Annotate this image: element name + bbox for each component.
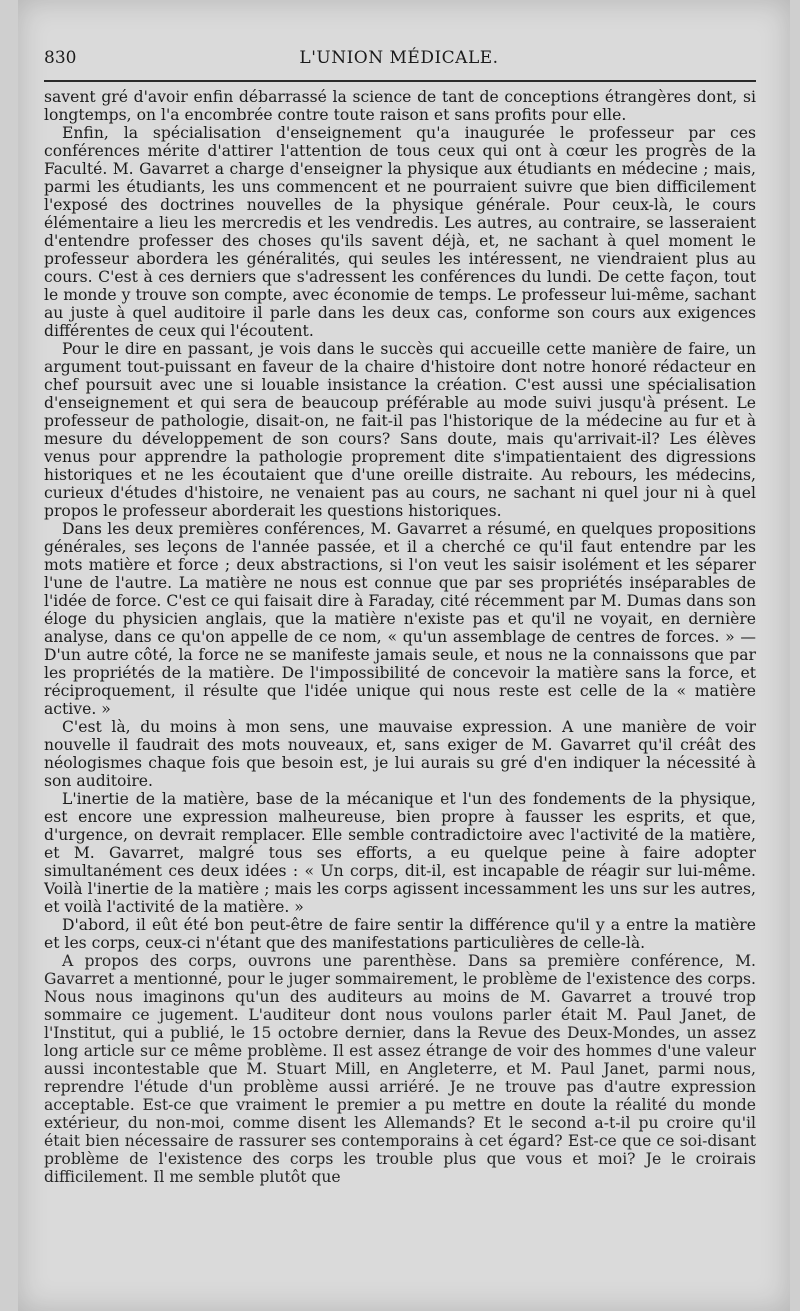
paragraph: Enfin, la spécialisation d'enseignement qu'a inaugurée le professeur par ces conférences mérite d'attirer l'attention de tous ceux qui ont à cœur les progrès de la Faculté. M. Gavarret a charge d'enseigner la physique aux étudiants en médecine ; mais, parmi les étudiants, les uns commencent et ne pourraient suivre que bien difficilement l'exposé des doctrines nouvelles de la physique générale. Pour ceux-là, le cours élémentaire a lieu les mercredis et les vendredis. Les autres, au contraire, se lasseraient d'entendre professer des choses qu'ils savent déjà, et, ne sachant à quel moment le professeur abordera les généralités, qui seules les intéressent, ne viendraient plus au cours. C'est à ces derniers que s'adressent les conférences du lundi. De cette façon, tout le monde y trouve son compte, avec économie de temps. Le professeur lui-même, sachant au juste à quel auditoire il parle dans les deux cas, conforme son cours aux exigences différentes de ceux qui l'écoutent. [44, 124, 756, 340]
paragraph: A propos des corps, ouvrons une parenthèse. Dans sa première conférence, M. Gavarret a mentionné, pour le juger sommairement, le problème de l'existence des corps. Nous nous imaginons qu'un des auditeurs au moins de M. Gavarret a trouvé trop sommaire ce jugement. L'auditeur dont nous voulons parler était M. Paul Janet, de l'Institut, qui a publié, le 15 octobre dernier, dans la Revue des Deux-Mondes, un assez long article sur ce même problème. Il est assez étrange de voir des hommes d'une valeur aussi incontestable que M. Stuart Mill, en Angleterre, et M. Paul Janet, parmi nous, reprendre l'étude d'un problème aussi arriéré. Je ne trouve pas d'autre expression acceptable. Est-ce que vraiment le premier a pu mettre en doute la réalité du monde extérieur, du non-moi, comme disent les Allemands? Et le second a-t-il pu croire qu'il était bien nécessaire de rassurer ses contemporains à cet égard? Est-ce que ce soi-disant problème de l'existence des corps les trouble plus que vous et moi? Je le croirais difficilement. Il me semble plutôt que [44, 952, 756, 1186]
header-rule [44, 80, 756, 82]
paragraph: savent gré d'avoir enfin débarrassé la science de tant de conceptions étrangères dont, si longtemps, on l'a encombrée contre toute raison et sans profits pour elle. [44, 88, 756, 124]
running-title: L'UNION MÉDICALE. [299, 48, 499, 68]
paragraph: D'abord, il eût été bon peut-être de faire sentir la différence qu'il y a entre la matière et les corps, ceux-ci n'étant que des manifestations particulières de celle-là. [44, 916, 756, 952]
page-header [44, 48, 754, 74]
paragraph: Dans les deux premières conférences, M. Gavarret a résumé, en quelques propositions générales, ses leçons de l'année passée, et il a cherché ce qu'il faut entendre par les mots matière et force ; deux abstractions, si l'on veut les saisir isolément et les séparer l'une de l'autre. La matière ne nous est connue que par ses propriétés inséparables de l'idée de force. C'est ce qui faisait dire à Faraday, cité récemment par M. Dumas dans son éloge du physicien anglais, que la matière n'existe pas et qu'il ne voyait, en dernière analyse, dans ce qu'on appelle de ce nom, « qu'un assemblage de centres de forces. » — D'un autre côté, la force ne se manifeste jamais seule, et nous ne la connaissons que par les propriétés de la matière. De l'impossibilité de concevoir la matière sans la force, et réciproquement, il résulte que l'idée unique qui nous reste est celle de la « matière active. » [44, 520, 756, 718]
page-number: 830 [44, 48, 77, 68]
body-text [44, 88, 756, 1186]
paragraph: L'inertie de la matière, base de la mécanique et l'un des fondements de la physique, est encore une expression malheureuse, bien propre à fausser les esprits, et que, d'urgence, on devrait remplacer. Elle semble contradictoire avec l'activité de la matière, et M. Gavarret, malgré tous ses efforts, a eu quelque peine à faire adopter simultanément ces deux idées : « Un corps, dit-il, est incapable de réagir sur lui-même. Voilà l'inertie de la matière ; mais les corps agissent incessamment les uns sur les autres, et voilà l'activité de la matière. » [44, 790, 756, 916]
paragraph: Pour le dire en passant, je vois dans le succès qui accueille cette manière de faire, un argument tout-puissant en faveur de la chaire d'histoire dont notre honoré rédacteur en chef poursuit avec une si louable insistance la création. C'est aussi une spécialisation d'enseignement et qui sera de beaucoup préférable au mode suivi jusqu'à présent. Le professeur de pathologie, disait-on, ne fait-il pas l'historique de la médecine au fur et à mesure du développement de son cours? Sans doute, mais qu'arrivait-il? Les élèves venus pour apprendre la pathologie proprement dite s'impatientaient des digressions historiques et ne les écoutaient que d'une oreille distraite. Au rebours, les médecins, curieux d'études d'histoire, ne venaient pas au cours, ne sachant ni quel jour ni à quel propos le professeur aborderait les questions historiques. [44, 340, 756, 520]
paragraph: C'est là, du moins à mon sens, une mauvaise expression. A une manière de voir nouvelle il faudrait des mots nouveaux, et, sans exiger de M. Gavarret qu'il créât des néologismes chaque fois que besoin est, je lui aurais su gré d'en indiquer la nécessité à son auditoire. [44, 718, 756, 790]
